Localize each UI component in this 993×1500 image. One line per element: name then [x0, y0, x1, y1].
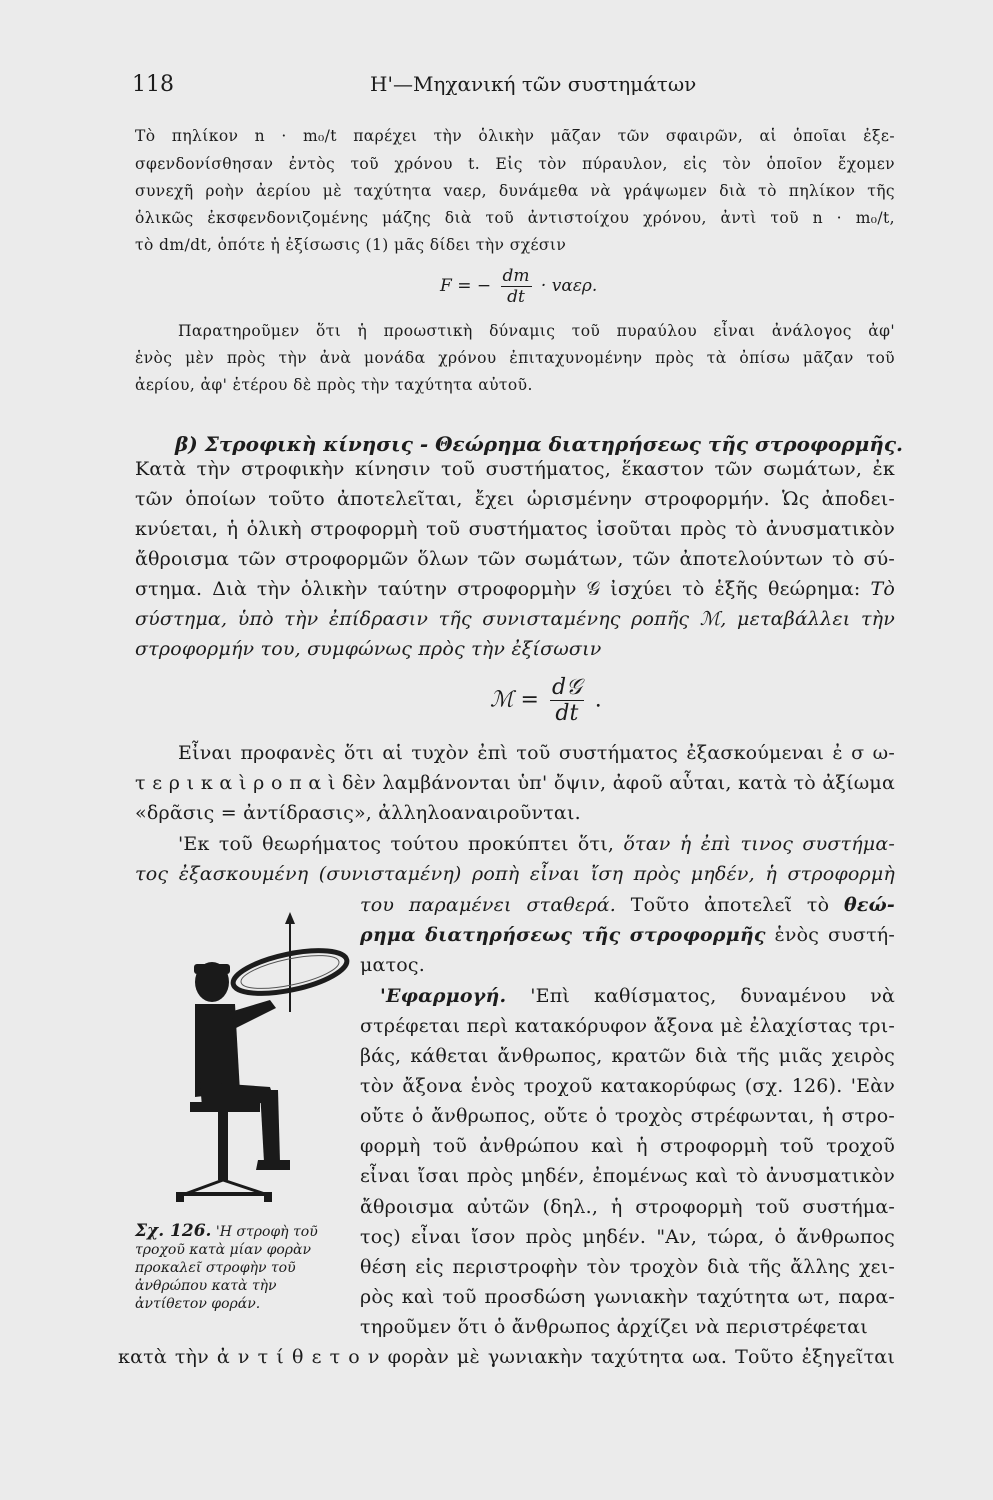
- para2-line-2: ἑνὸς μὲν πρὸς τὴν ἀνὰ μονάδα χρόνου ἐπιταχυνομένην πρὸς τὰ ὀπίσω μᾶζαν τοῦ: [135, 349, 895, 367]
- formula-angular-momentum: [490, 675, 602, 726]
- app-line-7: εἶναι ἴσαι πρὸς μηδέν, ἐπομένως καὶ τὸ ἀνυσματικὸν: [360, 1165, 895, 1187]
- para3-line-6: σύστημα, ὑπὸ τὴν ἐπίδρασιν τῆς συνισταμένης ροπῆς ℳ, μεταβάλλει τὴν: [135, 608, 895, 630]
- app-line-11: ρὸς καὶ τοῦ προσδώση γωνιακὴν ταχύτητα ωτ, παρα-: [360, 1286, 895, 1308]
- formula-thrust-lhs: F = −: [440, 276, 492, 296]
- rotating-stool: [176, 1102, 272, 1202]
- figure-caption-text: 'Η στροφὴ τοῦ τροχοῦ κατὰ μίαν φορὰν προκαλεῖ στροφὴν τοῦ ἀνθρώπου κατὰ τὴν ἀντίθετον φοράν.: [135, 1224, 318, 1312]
- para5-line-4: [360, 924, 895, 946]
- final-line: κατὰ τὴν ἀ ν τ ί θ ε τ ο ν φορὰν μὲ γωνιακὴν ταχύτητα ωα. Τοῦτο ἐξηγεῖται: [118, 1346, 895, 1368]
- para3-line-5-text: στημα. Διὰ τὴν ὁλικὴν ταύτην στροφορμὴν 𝒢 ἰσχύει τὸ ἑξῆς θεώρημα:: [135, 578, 871, 600]
- formula-am-end: .: [594, 687, 602, 713]
- running-header: Η'—Μηχανική τῶν συστημάτων: [370, 72, 697, 96]
- figure-caption-label: Σχ. 126.: [135, 1221, 212, 1241]
- para3-line-5: [135, 578, 895, 600]
- figure-126: [140, 912, 350, 1212]
- para5-line-3-italic: του παραμένει σταθερά.: [360, 894, 617, 916]
- para1-line-1: Τὸ πηλίκον n · m₀/t παρέχει τὴν ὁλικὴν μᾶζαν τῶν σφαιρῶν, αἱ ὁποῖαι ἐξε-: [135, 127, 895, 145]
- app-line-1: [380, 985, 895, 1007]
- para3-line-1: Κατὰ τὴν στροφικὴν κίνησιν τοῦ συστήματος, ἕκαστον τῶν σωμάτων, ἐκ: [135, 458, 895, 480]
- app-line-3: βάς, κάθεται ἄνθρωπος, κρατῶν διὰ τῆς μιᾶς χειρὸς: [360, 1045, 895, 1067]
- para5-line-1-text: 'Εκ τοῦ θεωρήματος τούτου προκύπτει ὅτι,: [178, 833, 624, 855]
- para5-line-1-italic: ὅταν ἡ ἐπὶ τινος συστήμα-: [623, 833, 895, 855]
- formula-thrust-denominator: dt: [507, 287, 525, 307]
- para4-line-1: Εἶναι προφανὲς ὅτι αἱ τυχὸν ἐπὶ τοῦ συστήματος ἐξασκούμεναι ἐ σ ω-: [178, 742, 895, 764]
- para1-line-3: συνεχῆ ροὴν ἀερίου μὲ ταχύτητα vαερ, δυνάμεθα νὰ γράψωμεν διὰ τὸ πηλίκον τῆς: [135, 182, 895, 200]
- figure-caption: [135, 1222, 345, 1313]
- formula-am-lhs: ℳ =: [490, 687, 539, 713]
- app-line-8: ἄθροισμα αὐτῶν (δηλ., ἡ στροφορμὴ τοῦ συστήμα-: [360, 1196, 895, 1218]
- app-line-1-text: 'Επὶ καθίσματος, δυναμένου νὰ: [506, 985, 895, 1007]
- app-line-2: στρέφεται περὶ κατακόρυφον ἄξονα μὲ ἐλαχίστας τρι-: [360, 1015, 895, 1037]
- para3-line-5-italic: Τὸ: [870, 578, 895, 600]
- app-line-12: τηροῦμεν ὅτι ὁ ἄνθρωπος ἀρχίζει νὰ περιστρέφεται: [360, 1316, 868, 1338]
- para1-line-4: ὁλικῶς ἐκσφενδονιζομένης μάζης διὰ τοῦ ἀντιστοίχου χρόνου, ἀντὶ τοῦ n · m₀/t,: [135, 209, 895, 227]
- para1-line-5: τὸ dm/dt, ὁπότε ἡ ἐξίσωσις (1) μᾶς δίδει τὴν σχέσιν: [135, 236, 567, 254]
- app-line-5: οὔτε ὁ ἄνθρωπος, οὔτε ὁ τροχὸς στρέφωνται, ἡ στρο-: [360, 1105, 895, 1127]
- para3-line-7: στροφορμήν του, συμφώνως πρὸς τὴν ἐξίσωσιν: [135, 638, 602, 660]
- para5-line-4-text: ἑνὸς συστή-: [765, 924, 895, 946]
- arrow-head-icon: [285, 912, 295, 924]
- formula-am-denominator: dt: [555, 701, 579, 726]
- para4-line-3: «δρᾶσις = ἀντίδρασις», ἀλληλοαναιροῦνται.: [135, 802, 581, 824]
- formula-thrust: [440, 266, 597, 307]
- formula-am-numerator: d𝒢: [551, 675, 582, 700]
- para5-line-4-bold: ρημα διατηρήσεως τῆς στροφορμῆς: [360, 924, 766, 946]
- section-heading: β) Στροφικὴ κίνησις - Θεώρημα διατηρήσεως τῆς στροφορμῆς.: [175, 432, 903, 456]
- para4-line-2: τ ε ρ ι κ α ὶ ρ ο π α ὶ δὲν λαμβάνονται ὑπ' ὄψιν, ἀφοῦ αὗται, κατὰ τὸ ἀξίωμα: [135, 772, 895, 794]
- app-line-10: θέση εἰς περιστροφὴν τὸν τροχὸν διὰ τῆς ἄλλης χει-: [360, 1256, 895, 1278]
- para5-line-3-text: Τοῦτο ἀποτελεῖ τὸ: [616, 894, 844, 916]
- formula-thrust-rhs: · vαερ.: [540, 276, 598, 296]
- para5-line-2: τος ἐξασκουμένη (συνισταμένη) ροπὴ εἶναι ἴση πρὸς μηδέν, ἡ στροφορμὴ: [135, 863, 895, 885]
- para3-line-3: κνύεται, ἡ ὁλικὴ στροφορμὴ τοῦ συστήματος ἰσοῦται πρὸς τὸ ἀνυσματικὸν: [135, 518, 895, 540]
- para5-line-3-bold: θεώ-: [844, 894, 895, 916]
- para3-line-2: τῶν ὁποίων τοῦτο ἀποτελεῖται, ἔχει ὡρισμένην στροφορμήν. Ὡς ἀποδει-: [135, 488, 895, 510]
- app-line-6: φορμὴ τοῦ ἀνθρώπου καὶ ἡ στροφορμὴ τοῦ τροχοῦ: [360, 1135, 895, 1157]
- para3-line-4: ἄθροισμα τῶν στροφορμῶν ὅλων τῶν σωμάτων, τῶν ἀποτελούντων τὸ σύ-: [135, 548, 895, 570]
- para2-line-1: Παρατηροῦμεν ὅτι ἡ προωστικὴ δύναμις τοῦ πυραύλου εἶναι ἀνάλογος ἀφ': [178, 322, 895, 340]
- page-number: 118: [132, 72, 174, 97]
- para2-line-3: ἀερίου, ἀφ' ἑτέρου δὲ πρὸς τὴν ταχύτητα αὐτοῦ.: [135, 376, 533, 394]
- formula-thrust-numerator: dm: [502, 266, 530, 286]
- para5-line-3: [360, 894, 895, 916]
- para1-line-2: σφενδονίσθησαν ἐντὸς τοῦ χρόνου t. Εἰς τὸν πύραυλον, εἰς τὸν ὁποῖον ἔχομεν: [135, 155, 895, 173]
- para5-line-5: ματος.: [360, 954, 426, 976]
- para5-line-1: [178, 833, 895, 855]
- app-label: 'Εφαρμογή.: [380, 985, 507, 1007]
- app-line-4: τὸν ἄξονα ἑνὸς τροχοῦ κατακορύφως (σχ. 126). 'Εὰν: [360, 1075, 895, 1097]
- app-line-9: τος) εἶναι ἴσον πρὸς μηδέν. "Αν, τώρα, ὁ ἄνθρωπος: [360, 1226, 895, 1248]
